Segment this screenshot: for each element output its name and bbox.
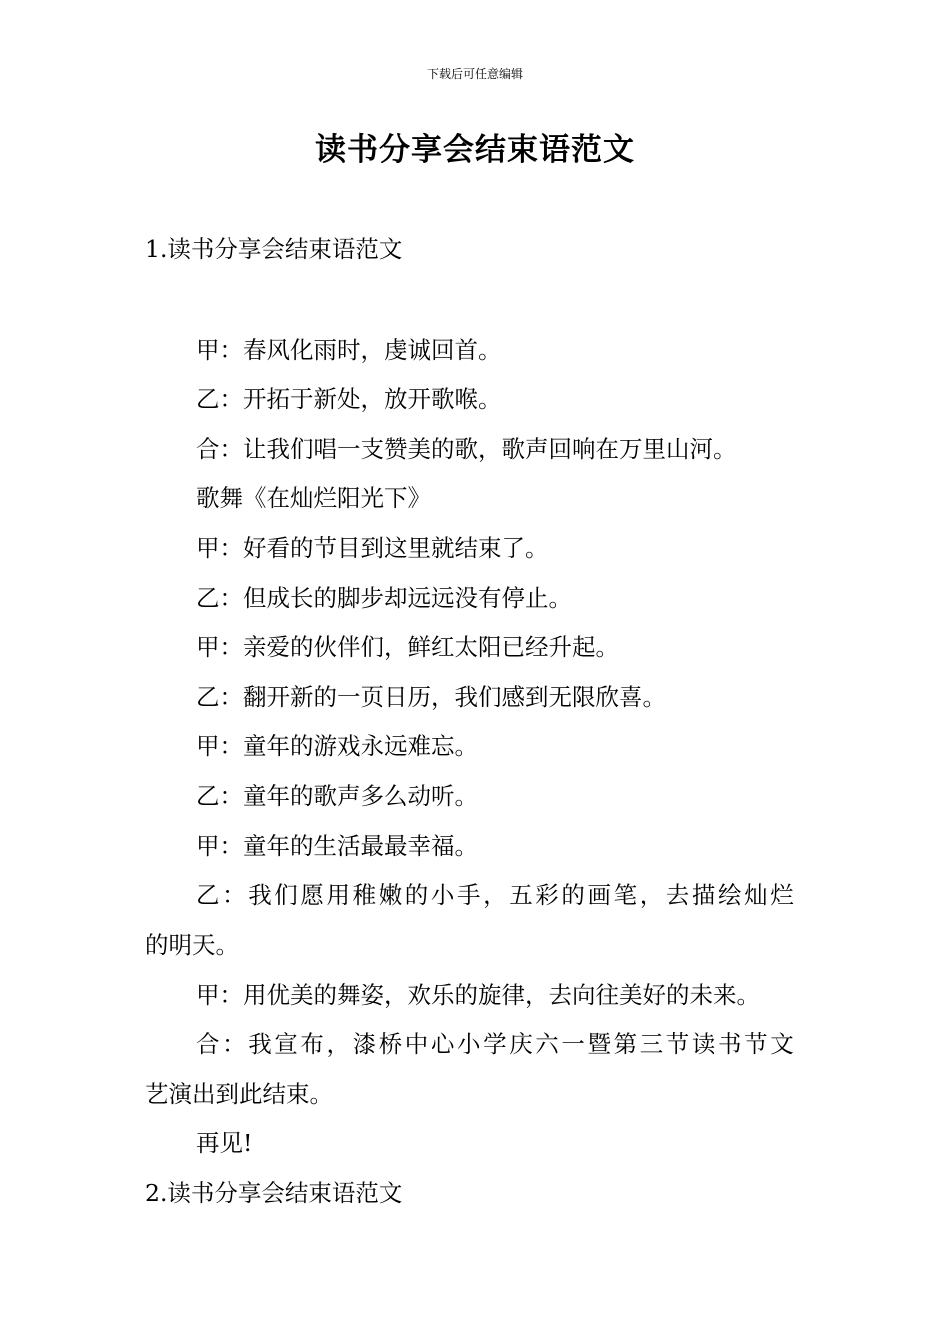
- body-line: 甲：童年的生活最最幸福。: [196, 832, 478, 860]
- body-line: 甲：好看的节目到这里就结束了。: [196, 534, 549, 562]
- body-line-continued: 艺演出到此结束。: [145, 1080, 333, 1108]
- body-line: 乙：童年的歌声多么动听。: [196, 782, 478, 810]
- body-line: 甲：亲爱的伙伴们，鲜红太阳已经升起。: [196, 633, 619, 661]
- body-line: 乙：开拓于新处，放开歌喉。: [196, 385, 502, 413]
- body-line: 甲：童年的游戏永远难忘。: [196, 732, 478, 760]
- section-heading-1: 1.读书分享会结束语范文: [145, 235, 403, 263]
- body-line: 合：让我们唱一支赞美的歌，歌声回响在万里山河。: [196, 435, 737, 463]
- body-line: 甲：用优美的舞姿，欢乐的旋律，去向往美好的未来。: [196, 981, 760, 1009]
- section-heading-2: 2.读书分享会结束语范文: [145, 1179, 403, 1207]
- header-note: 下载后可任意编辑: [426, 67, 523, 81]
- body-line: 乙：翻开新的一页日历，我们感到无限欣喜。: [196, 683, 666, 711]
- body-line: 乙：我们愿用稚嫩的小手，五彩的画笔，去描绘灿烂: [196, 881, 797, 909]
- body-line: 再见!: [196, 1129, 253, 1157]
- body-line: 乙：但成长的脚步却远远没有停止。: [196, 584, 572, 612]
- body-line-continued: 的明天。: [145, 931, 239, 959]
- body-line: 甲：春风化雨时，虔诚回首。: [196, 336, 502, 364]
- body-line: 合：我宣布，漆桥中心小学庆六一暨第三节读书节文: [196, 1030, 797, 1058]
- document-title: 读书分享会结束语范文: [315, 132, 635, 168]
- body-line: 歌舞《在灿烂阳光下》: [196, 484, 431, 512]
